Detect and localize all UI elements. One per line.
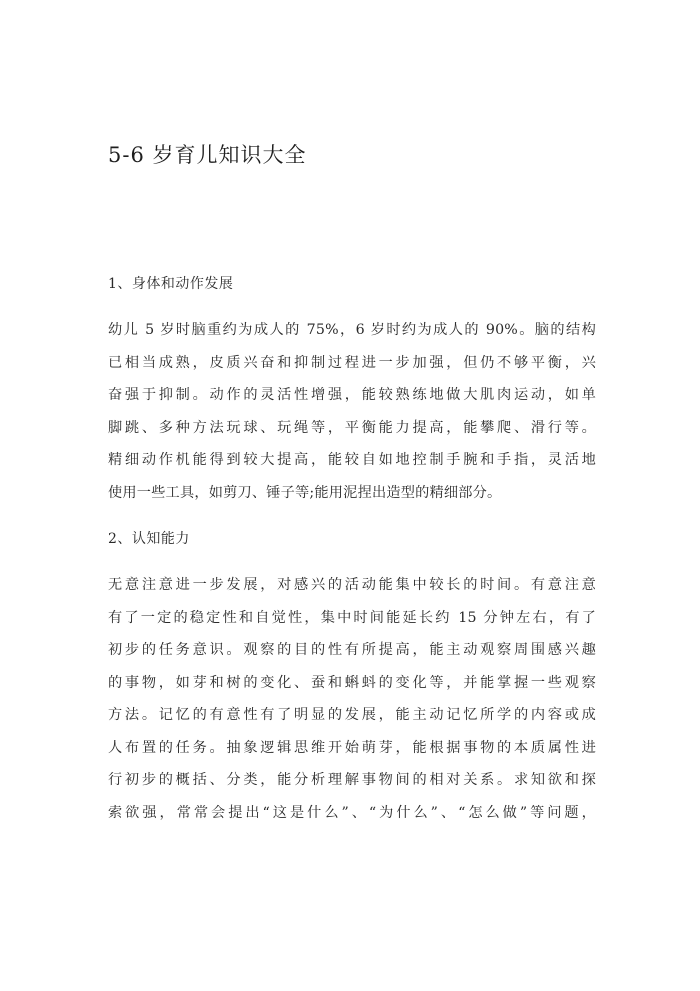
paragraph-line: 初步的任务意识。观察的目的性有所提高，能主动观察周围感兴趣 [108, 642, 596, 658]
paragraph-line: 人布置的任务。抽象逻辑思维开始萌芽，能根据事物的本质属性进 [108, 739, 596, 756]
paragraph-line: 无意注意进一步发展，对感兴的活动能集中较长的时间。有意注意 [108, 577, 596, 593]
paragraph-line: 幼儿 5 岁时脑重约为成人的 75%，6 岁时约为成人的 90%。脑的结构 [108, 322, 596, 338]
paragraph-line: 有了一定的稳定性和自觉性，集中时间能延长约 15 分钟左右，有了 [108, 609, 596, 626]
paragraph-line: 奋强于抑制。动作的灵活性增强，能较熟练地做大肌肉运动，如单 [108, 387, 596, 403]
section-heading-physical: 1、身体和动作发展 [108, 276, 234, 292]
document-body [108, 268, 596, 843]
paragraph-line: 的事物，如芽和树的变化、蚕和蝌蚪的变化等，并能掌握一些观察 [108, 674, 596, 691]
paragraph-line: 精细动作机能得到较大提高，能较自如地控制手腕和手指，灵活地 [108, 452, 596, 468]
paragraph-line: 使用一些工具，如剪刀、锤子等;能用泥捏出造型的精细部分。 [108, 484, 502, 501]
paragraph-physical [108, 314, 596, 509]
paragraph-line: 行初步的概括、分类，能分析理解事物间的相对关系。求知欲和探 [108, 772, 596, 788]
paragraph-line: 脚跳、多种方法玩球、玩绳等，平衡能力提高，能攀爬、滑行等。 [108, 419, 596, 436]
paragraph-cognitive [108, 569, 596, 829]
page-title: 5-6 岁育儿知识大全 [108, 143, 307, 167]
paragraph-line: 索欲强，常常会提出“这是什么”、“为什么”、“怎么做”等问题， [108, 804, 596, 821]
paragraph-line: 已相当成熟，皮质兴奋和抑制过程进一步加强，但仍不够平衡，兴 [108, 354, 596, 371]
paragraph-line: 方法。记忆的有意性有了明显的发展，能主动记忆所学的内容或成 [108, 707, 596, 723]
section-heading-cognitive: 2、认知能力 [108, 531, 190, 547]
